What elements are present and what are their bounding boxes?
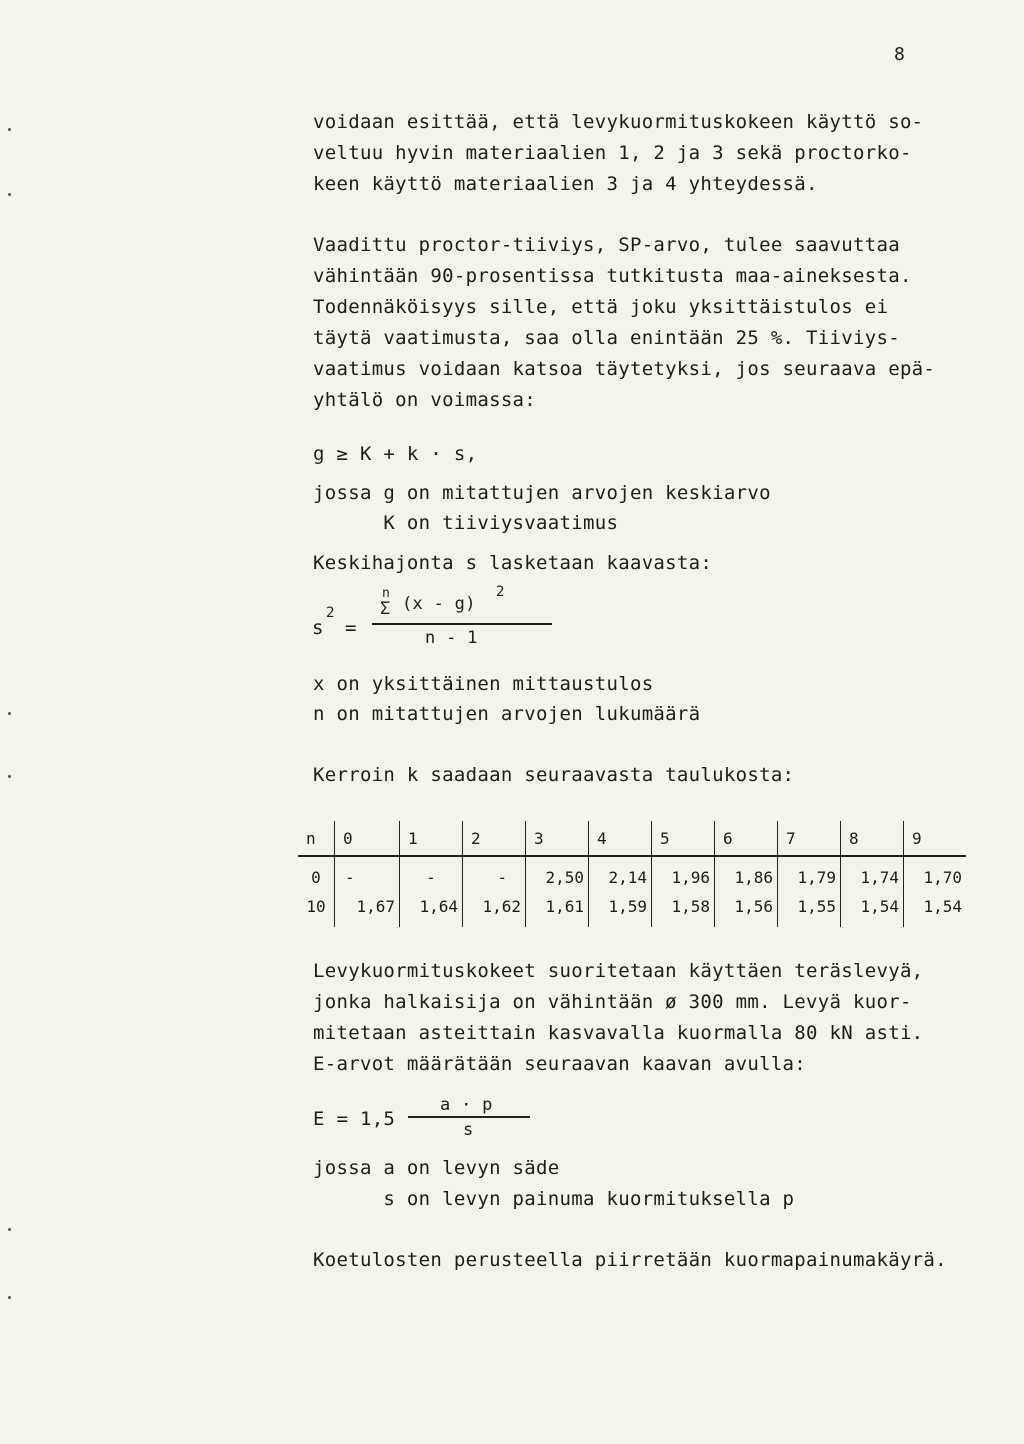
- table-header-cell: 0: [335, 821, 400, 856]
- scan-speck: [8, 712, 11, 715]
- table-row: [298, 892, 966, 927]
- paragraph-line: vähintään 90-prosentissa tutkitusta maa-aineksesta.: [313, 265, 912, 287]
- k-coefficient-table: [298, 821, 966, 927]
- table-cell: 1,54: [904, 892, 967, 927]
- table-cell: 1,59: [589, 892, 652, 927]
- table-cell: 0: [311, 868, 321, 887]
- definition-line: x on yksittäinen mittaustulos: [313, 673, 654, 695]
- table-header-cell: 2: [463, 821, 526, 856]
- paragraph-line: jonka halkaisija on vähintään ø 300 mm. Levyä kuor-: [313, 991, 912, 1013]
- table-cell: 1,86: [715, 856, 778, 892]
- formula-lhs: s: [312, 617, 324, 639]
- table-cell: 1,62: [463, 892, 526, 927]
- scan-speck: [8, 1296, 11, 1299]
- sum-sign: Σ: [380, 599, 391, 619]
- page-number: 8: [894, 44, 905, 65]
- table-cell: 1,54: [841, 892, 904, 927]
- table-header-cell: 4: [589, 821, 652, 856]
- table-row: [298, 856, 966, 892]
- paragraph-line: E-arvot määrätään seuraavan kaavan avulla:: [313, 1053, 807, 1075]
- table-cell: 1,58: [652, 892, 715, 927]
- table-cell: 1,70: [904, 856, 967, 892]
- table-cell: 1,56: [715, 892, 778, 927]
- formula-numerator: a · p: [440, 1095, 493, 1115]
- paragraph-line: vaatimus voidaan katsoa täytetyksi, jos seuraava epä-: [313, 358, 936, 380]
- table-header-cell: 3: [526, 821, 589, 856]
- table-cell: 1,96: [652, 856, 715, 892]
- paragraph-line: keen käyttö materiaalien 3 ja 4 yhteydessä.: [313, 173, 818, 195]
- paragraph-line: Vaadittu proctor-tiiviys, SP-arvo, tulee saavuttaa: [313, 234, 900, 256]
- formula-lhs-exponent: 2: [326, 605, 335, 621]
- paragraph-line: Levykuormituskokeet suoritetaan käyttäen teräslevyä,: [313, 960, 924, 982]
- table-header-cell: n: [298, 821, 335, 856]
- numerator-exponent: 2: [496, 584, 505, 600]
- scan-speck: [8, 1228, 11, 1231]
- formula-denominator: n - 1: [425, 628, 478, 648]
- definition-line: K on tiiviysvaatimus: [313, 512, 619, 534]
- table-cell: 10: [306, 897, 326, 916]
- table-header-row: [298, 821, 966, 856]
- table-cell: 1,67: [335, 892, 400, 927]
- scan-speck: [8, 128, 11, 131]
- table-cell: -: [400, 856, 463, 892]
- inequality: g ≥ K + k · s,: [313, 443, 478, 465]
- table-header-cell: 1: [400, 821, 463, 856]
- table-cell: 1,55: [778, 892, 841, 927]
- table-header-cell: 7: [778, 821, 841, 856]
- table-header-cell: 5: [652, 821, 715, 856]
- fraction-bar: [372, 623, 552, 625]
- paragraph-line: mitetaan asteittain kasvavalla kuormalla 80 kN asti.: [313, 1022, 924, 1044]
- scan-speck: [8, 775, 11, 778]
- table-cell: 2,50: [526, 856, 589, 892]
- paragraph-line: voidaan esittää, että levykuormituskokeen käyttö so-: [313, 111, 924, 133]
- definition-line: n on mitattujen arvojen lukumäärä: [313, 703, 701, 725]
- formula-numerator: (x - g): [402, 594, 476, 614]
- paragraph-line: täytä vaatimusta, saa olla enintään 25 %. Tiiviys-: [313, 327, 900, 349]
- table-header-cell: 6: [715, 821, 778, 856]
- table-header-cell: 8: [841, 821, 904, 856]
- table-cell: 1,74: [841, 856, 904, 892]
- table-header-cell: 9: [904, 821, 967, 856]
- table-cell: -: [335, 856, 400, 892]
- table-intro: Kerroin k saadaan seuraavasta taulukosta:: [313, 764, 795, 786]
- sum-upper-limit: n: [382, 586, 391, 601]
- scan-speck: [8, 193, 11, 196]
- table-cell: 2,14: [589, 856, 652, 892]
- table-cell: 1,79: [778, 856, 841, 892]
- paragraph-line: Todennäköisyys sille, että joku yksittäistulos ei: [313, 296, 889, 318]
- formula-intro: Keskihajonta s lasketaan kaavasta:: [313, 552, 713, 574]
- definition-line: jossa a on levyn säde: [313, 1157, 560, 1179]
- formula-equals: =: [345, 617, 357, 639]
- table-cell: 1,61: [526, 892, 589, 927]
- formula-lhs: E = 1,5: [313, 1108, 396, 1130]
- table-cell: 1,64: [400, 892, 463, 927]
- table-cell: -: [463, 856, 526, 892]
- definition-line: jossa g on mitattujen arvojen keskiarvo: [313, 482, 771, 504]
- definition-line: s on levyn painuma kuormituksella p: [313, 1188, 795, 1210]
- formula-denominator: s: [463, 1120, 474, 1140]
- closing-sentence: Koetulosten perusteella piirretään kuormapainumakäyrä.: [313, 1249, 947, 1271]
- paragraph-line: veltuu hyvin materiaalien 1, 2 ja 3 sekä proctorko-: [313, 142, 912, 164]
- paragraph-line: yhtälö on voimassa:: [313, 389, 537, 411]
